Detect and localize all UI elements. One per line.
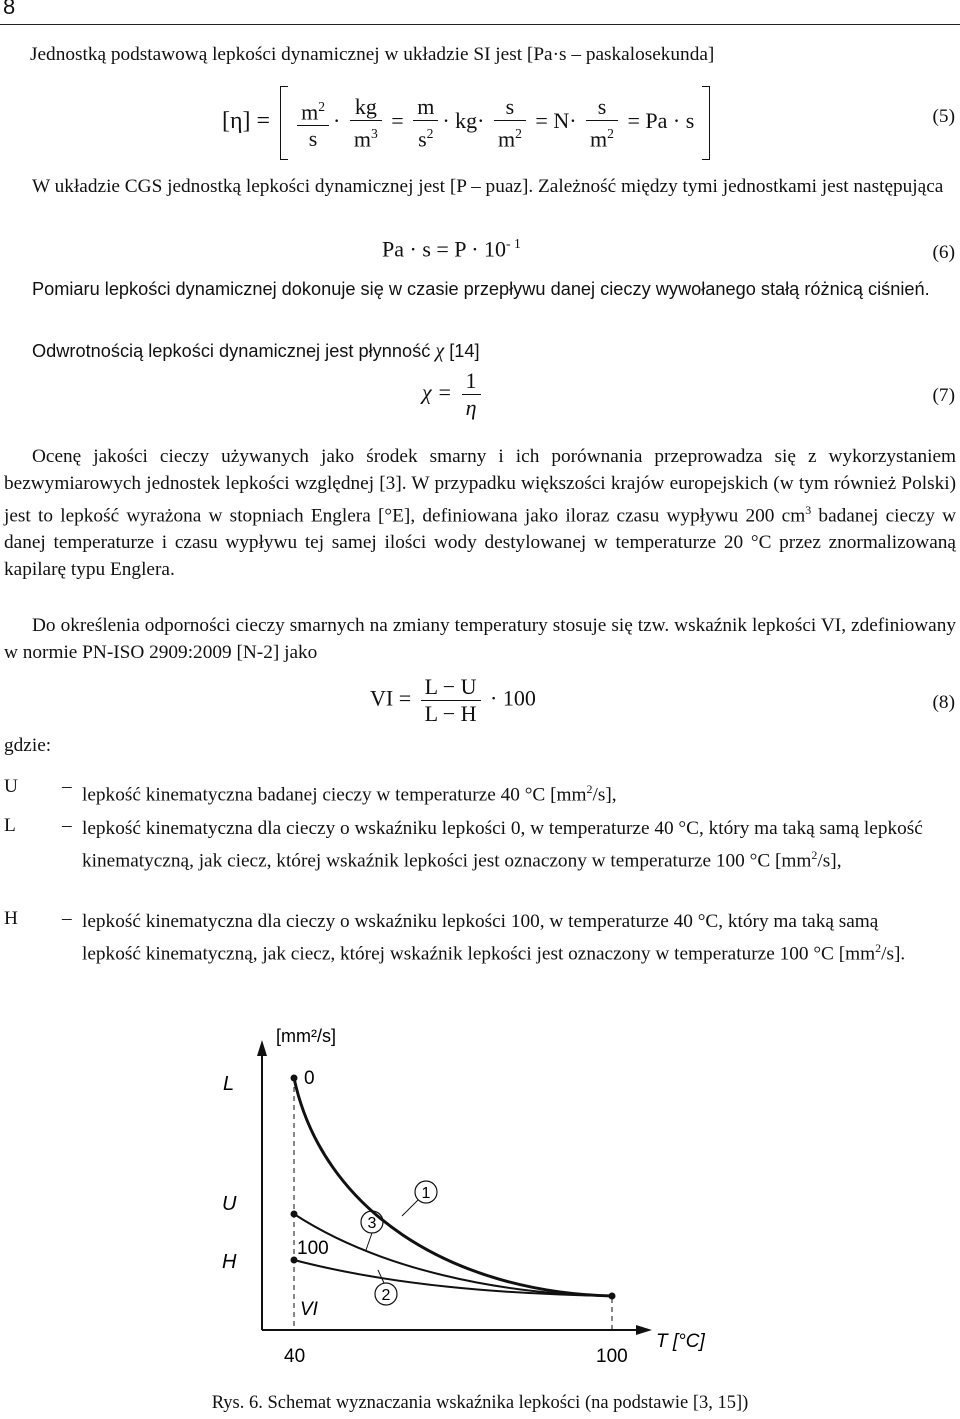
eq5-kg: kg — [455, 108, 478, 134]
paragraph-cgs: W układzie CGS jednostką lepkości dynamicznej jest [P – puaz]. Zależność między tymi jednostkami jest następująca — [32, 176, 944, 197]
point-U — [291, 1211, 298, 1218]
def-text-l: lepkość kinematyczna dla cieczy o wskaźniku lepkości 0, w temperaturze 40 °C, który ma taką samą lepkość kinematyczną, jak ciecz, której wskaźnik lepkości jest oznaczony w temperaturze 100 °C $[mm^2/s]$, — [82, 818, 923, 872]
eq5-eq2: = N — [535, 108, 570, 134]
equation-5: [η] = $\frac{m^2}{s}$ · $\frac{kg}{m^3}$ = $\frac{m}{s^2}$ · kg· $\frac{s}{m^2}$ = N· $\frac{s}{m^2}$ = Pa · s — [222, 86, 710, 160]
marker-H: H — [222, 1251, 237, 1273]
x-axis-arrow — [636, 1325, 652, 1335]
eq5-frac2: $\frac{kg}{m^3}$ — [350, 94, 382, 152]
equation-6: $Pa \cdot s = P \cdot 10^{- 1}$ — [382, 236, 521, 262]
curve-U-VI — [294, 1214, 612, 1296]
eq5-frac5: $\frac{s}{m^2}$ — [586, 94, 618, 152]
eq5-number: (5) — [932, 106, 955, 127]
eq8-number: (8) — [932, 692, 955, 713]
equation-8: VI = $\frac{L - U}{L - H}$ · 100 — [370, 674, 536, 726]
marker-L: L — [223, 1073, 235, 1095]
marker-U: U — [222, 1193, 237, 1215]
paragraph-measurement: Pomiaru lepkości dynamicznej dokonuje się w czasie przepływu danej cieczy wywołanego stałą różnicą ciśnień. — [32, 279, 930, 299]
x-tick-100: 100 — [596, 1346, 628, 1367]
curve-label-1: 1 — [421, 1185, 431, 1202]
point-common — [609, 1293, 616, 1300]
curve-label-2: 2 — [381, 1287, 391, 1304]
equation-7: χ = $\frac{1}{\eta}$ — [422, 368, 485, 421]
def-dash-l: – — [62, 815, 72, 836]
curve-label-3-leader — [366, 1233, 372, 1250]
def-symbol-h: H — [4, 908, 18, 929]
paragraph-si-unit: Jednostką podstawową lepkości dynamicznej w układzie SI jest [Pa·s – paskalosekunda] — [30, 44, 715, 65]
label-100: 100 — [297, 1238, 329, 1259]
def-text-h: lepkość kinematyczna dla cieczy o wskaźniku lepkości 100, w temperaturze 40 °C, który ma taką samą lepkość kinematyczną, jak ciecz, której wskaźnik lepkości jest oznaczony w temperaturze 100 °C $[mm^2/s]$. — [82, 911, 906, 965]
label-VI: VI — [300, 1299, 318, 1320]
curve-label-1-leader — [402, 1200, 418, 1216]
figure-caption: Rys. 6. Schemat wyznaczania wskaźnika lepkości (na podstawie [3, 15]) — [211, 1393, 749, 1413]
curve-L-0 — [294, 1078, 612, 1296]
eq5-rhs: = Pa · s — [627, 108, 695, 134]
curve-label-2-leader — [378, 1270, 384, 1283]
paragraph-vi: Do określenia odporności cieczy smarnych na zmiany temperatury stosuje się tzw. wskaźnik lepkości VI, zdefiniowany w normie PN-ISO 2909:2009 [N-2] jako — [4, 615, 956, 663]
def-dash-u: – — [62, 776, 72, 797]
label-0: 0 — [304, 1068, 315, 1089]
def-symbol-u: U — [4, 776, 18, 797]
eq7-number: (7) — [932, 385, 955, 406]
y-axis-label: [mm²/s] — [276, 1026, 336, 1046]
page-number: 8 — [3, 0, 16, 19]
eq5-frac4: $\frac{s}{m^2}$ — [494, 94, 526, 152]
eq5-frac3: $\frac{m}{s^2}$ — [413, 94, 438, 152]
x-axis-label: T [°C] — [656, 1331, 705, 1352]
curve-label-3: 3 — [367, 1215, 377, 1232]
paragraph-engler: Ocenę jakości cieczy używanych jako środek smarny i ich porównania przeprowadza się z wykorzystaniem bezwymiarowych jednostek lepkości względnej [3]. W przypadku większości krajów europejskich (w tym również Polski) jest to lepkość wyrażona w stopniach Englera [°E], definiowana jako iloraz czasu wypływu 200 $cm^3$ badanej cieczy w danej temperaturze i czasu wypływu tej samej ilości wody destylowanej w temperaturze 20 °C przez znormalizowaną kapilarę typu Englera. — [4, 446, 957, 581]
eq5-frac1: $\frac{m^2}{s}$ — [297, 94, 329, 152]
y-axis-arrow — [257, 1040, 267, 1056]
def-dash-h: – — [62, 908, 72, 929]
eq6-number: (6) — [932, 242, 955, 263]
x-tick-40: 40 — [284, 1346, 306, 1367]
definitions-intro: gdzie: — [4, 735, 52, 756]
point-L — [291, 1075, 298, 1082]
eq5-lhs: [η] = — [222, 108, 271, 135]
def-text-u: lepkość kinematyczna badanej cieczy w temperaturze 40 °C $[mm^2/s]$, — [82, 782, 617, 806]
eq5-eq1: = — [391, 108, 404, 134]
paragraph-fluidity: Odwrotnością lepkości dynamicznej jest płynność χ [14] — [32, 340, 480, 362]
def-symbol-l: L — [4, 815, 16, 836]
